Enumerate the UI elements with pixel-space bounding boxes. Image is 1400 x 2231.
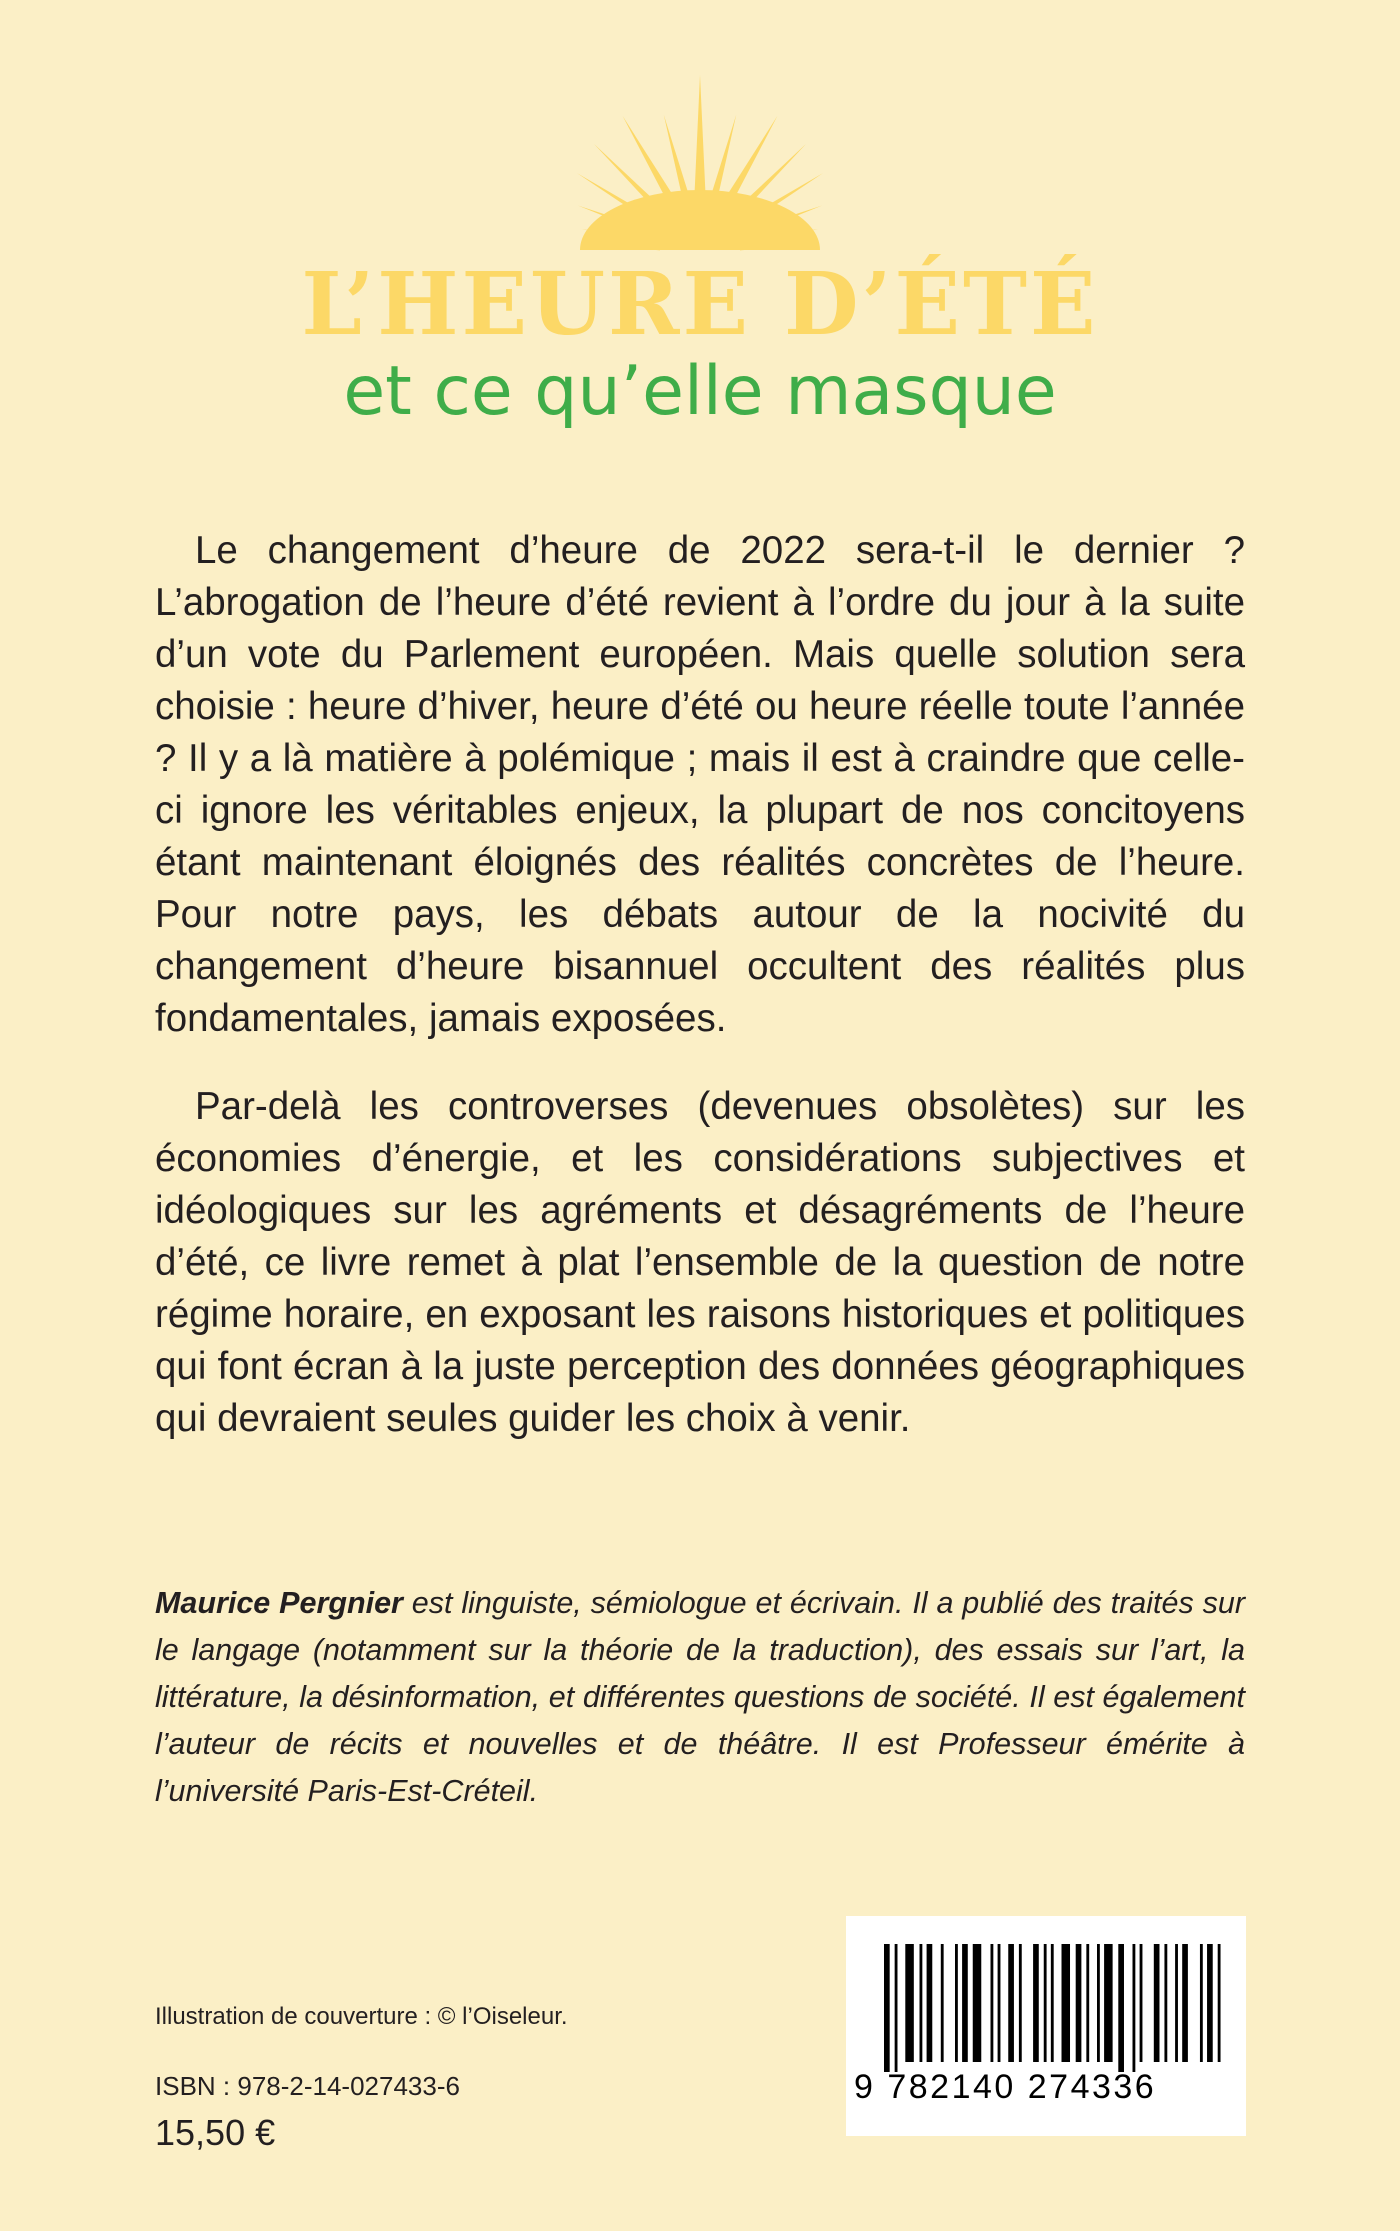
barcode-bar	[1133, 1944, 1136, 2072]
illustration-credit: Illustration de couverture : © l’Oiseleur.	[155, 2003, 568, 2030]
barcode-bar	[1033, 1944, 1039, 2062]
sun-illustration	[0, 0, 1400, 260]
price: 15,50 €	[155, 2112, 276, 2153]
barcode-bar	[1044, 1944, 1047, 2062]
barcode-bar	[905, 1944, 914, 2062]
blurb-paragraph-1: Le changement d’heure de 2022 sera-t-il le dernier ? L’abrogation de l’heure d’été revient à l’ordre du jour à la suite d’un vote du Parlement européen. Mais quelle solution sera choisie : heure d’hiver, heure d’été ou heure réelle toute l’année ? Il y a là matière à polémique ; mais il est à craindre que celle-ci ignore les véritables enjeux, la plupart de nos concitoyens étant maintenant éloignés des réalités concrètes de l’heure. Pour notre pays, les débats autour de la nocivité du changement d’heure bisannuel occultent des réalités plus fondamentales, jamais exposées.	[155, 529, 1245, 1040]
barcode-bar	[1175, 1944, 1178, 2062]
barcode-bar	[1086, 1944, 1089, 2062]
barcode-bar	[1140, 1944, 1143, 2062]
barcode-bar	[1097, 1944, 1100, 2062]
barcode-bar	[955, 1944, 958, 2062]
barcode-bar	[1200, 1944, 1203, 2062]
barcode-bar	[920, 1944, 923, 2062]
barcode-digits: 9 782140 274336	[854, 2068, 1157, 2106]
barcode-bar	[1051, 1944, 1054, 2062]
barcode-bar	[1207, 1944, 1213, 2062]
barcode-bar	[1062, 1944, 1071, 2062]
barcode	[846, 1916, 1246, 2136]
barcode-bar	[1218, 1944, 1221, 2062]
isbn: ISBN : 978-2-14-027433-6	[155, 2071, 460, 2101]
barcode-bar	[941, 1944, 944, 2062]
barcode-bar	[962, 1944, 968, 2062]
barcode-bar	[1104, 1944, 1113, 2062]
barcode-bar	[1076, 1944, 1082, 2062]
barcode-bar	[1008, 1944, 1014, 2062]
barcode-bar	[884, 1944, 890, 2072]
barcode-bar	[1164, 1944, 1167, 2062]
blurb-paragraph-2: Par-delà les controverses (devenues obsolètes) sur les économies d’énergie, et les considérations subjectives et idéologiques sur les agréments et désagréments de l’heure d’été, ce livre remet à plat l’ensemble de la question de notre régime horaire, en exposant les raisons historiques et politiques qui font écran à la juste perception des données géographiques qui devraient seules guider les choix à venir.	[155, 1085, 1245, 1440]
barcode-bar	[1118, 1944, 1124, 2072]
barcode-bar	[973, 1944, 982, 2062]
book-subtitle: et ce qu’elle masque	[343, 352, 1057, 431]
author-bio-text: est linguiste, sémiologue et écrivain. Il a publié des traités sur le langage (notamment sur la théorie de la traduction), des essais sur l’art, la littérature, la désinformation, et différentes questions de société. Il est également l’auteur de récits et nouvelles et de théâtre. Il est Professeur émérite à l’université Paris-Est-Créteil.	[155, 1586, 1245, 1808]
barcode-bar	[927, 1944, 933, 2062]
back-cover-blurb	[155, 525, 1245, 1481]
barcode-bar	[895, 1944, 898, 2072]
barcode-bar	[991, 1944, 994, 2062]
barcode-bar	[998, 1944, 1001, 2062]
barcode-bar	[1182, 1944, 1188, 2062]
barcode-bar	[1019, 1944, 1022, 2062]
barcode-bar	[1154, 1944, 1160, 2062]
author-name: Maurice Pergnier	[155, 1586, 403, 1620]
book-title: L’HEURE D’ÉTÉ	[301, 254, 1099, 355]
author-bio	[155, 1580, 1245, 1815]
